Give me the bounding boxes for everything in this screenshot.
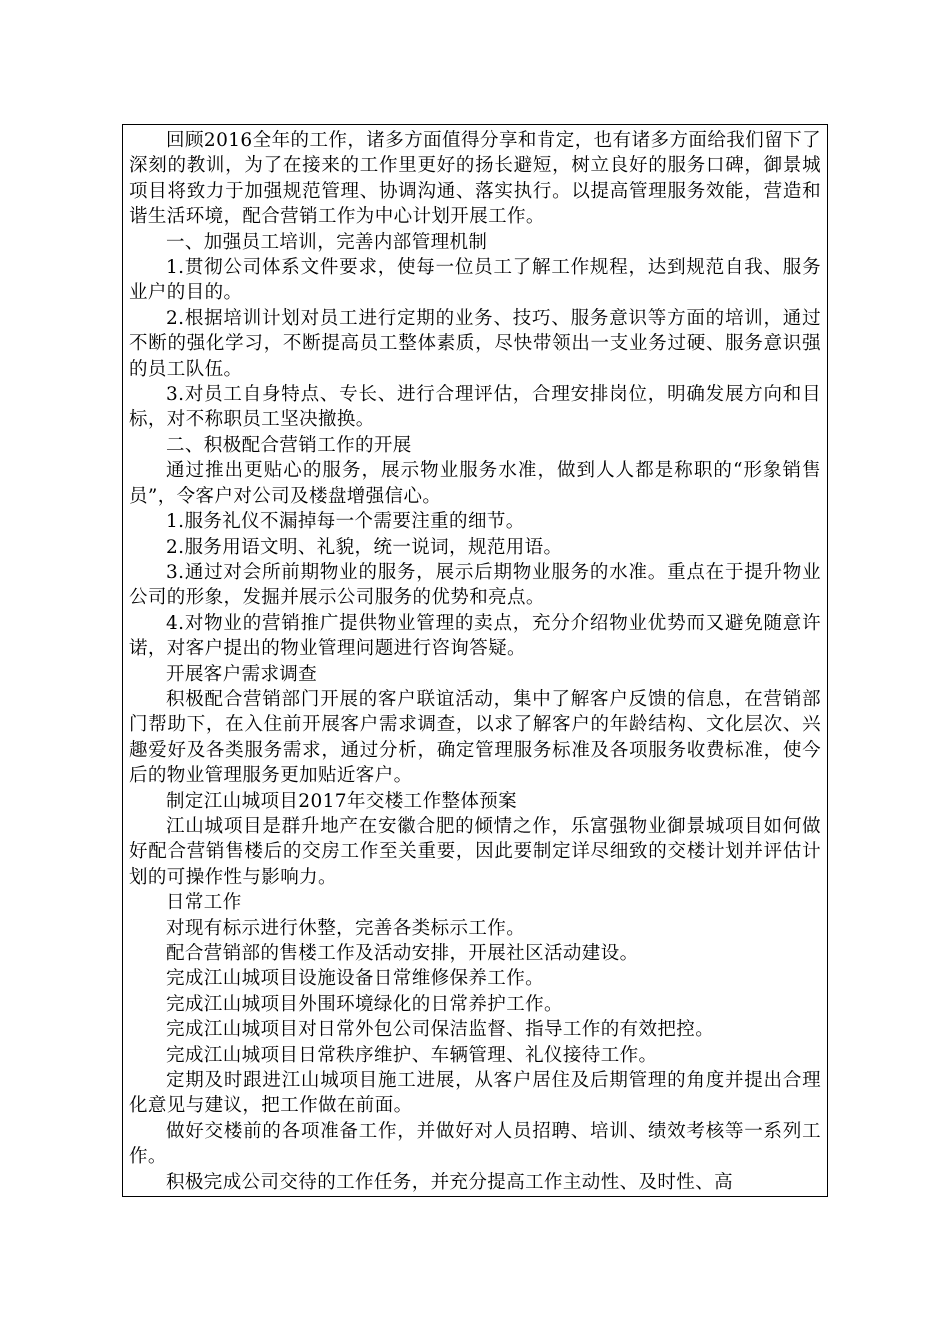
- paragraph-truncated: 积极完成公司交待的工作任务，并充分提高工作主动性、及时性、高: [166, 1171, 734, 1193]
- paragraph: 2.根据培训计划对员工进行定期的业务、技巧、服务意识等方面的培训，通过不断的强化学习，不断提高员工整体素质，尽快带领出一支业务过硬、服务意识强的员工队伍。: [129, 307, 821, 380]
- section-heading-marketing: 二、积极配合营销工作的开展: [166, 434, 412, 456]
- paragraph: 积极配合营销部门开展的客户联谊活动，集中了解客户反馈的信息，在营销部门帮助下，在入住前开展客户需求调查，以求了解客户的年龄结构、文化层次、兴趣爱好及各类服务需求，通过分析，确定管理服务标准及各项服务收费标准，使今后的物业管理服务更加贴近客户。: [129, 688, 821, 787]
- section-heading-handover-plan: 制定江山城项目2017年交楼工作整体预案: [166, 790, 518, 812]
- table-bottom-border: [122, 1196, 828, 1197]
- section-heading-customer-survey: 开展客户需求调查: [166, 663, 318, 685]
- paragraph: 4.对物业的营销推广提供物业管理的卖点，充分介绍物业优势而又避免随意许诺，对客户提出的物业管理问题进行咨询答疑。: [129, 612, 821, 660]
- document-body: [129, 128, 821, 1194]
- paragraph: 对现有标示进行休整，完善各类标示工作。: [166, 917, 526, 939]
- document-table-cell: [122, 124, 828, 1196]
- paragraph: 完成江山城项目外围环境绿化的日常养护工作。: [166, 993, 563, 1015]
- paragraph: 3.对员工自身特点、专长、进行合理评估，合理安排岗位，明确发展方向和目标，对不称职员工坚决撤换。: [129, 384, 821, 431]
- paragraph: 3.通过对会所前期物业的服务，展示后期物业服务的水准。重点在于提升物业公司的形象，发掘并展示公司服务的优势和亮点。: [129, 561, 821, 609]
- section-heading-staff-training: 一、加强员工培训，完善内部管理机制: [166, 231, 488, 253]
- paragraph: 1.贯彻公司体系文件要求，使每一位员工了解工作规程，达到规范自我、服务业户的目的。: [129, 257, 821, 304]
- paragraph-intro: 回顾2016全年的工作，诸多方面值得分享和肯定，也有诸多方面给我们留下了深刻的教训，为了在接来的工作里更好的扬长避短，树立良好的服务口碑，御景城项目将致力于加强规范管理、协调沟通、落实执行。以提高管理服务效能，营造和谐生活环境，配合营销工作为中心计划开展工作。: [129, 130, 821, 228]
- paragraph: 2.服务用语文明、礼貌，统一说词，规范用语。: [166, 536, 563, 558]
- paragraph: 完成江山城项目日常秩序维护、车辆管理、礼仪接待工作。: [166, 1044, 658, 1066]
- paragraph: 做好交楼前的各项准备工作，并做好对人员招聘、培训、绩效考核等一系列工作。: [129, 1120, 821, 1168]
- paragraph: 配合营销部的售楼工作及活动安排，开展社区活动建设。: [166, 943, 639, 964]
- paragraph: 定期及时跟进江山城项目施工进展，从客户居住及后期管理的角度并提出合理化意见与建议，把工作做在前面。: [129, 1070, 821, 1117]
- section-heading-daily-work: 日常工作: [166, 892, 242, 914]
- paragraph: 完成江山城项目设施设备日常维修保养工作。: [166, 968, 545, 990]
- paragraph: 通过推出更贴心的服务，展示物业服务水准，做到人人都是称职的“形象销售员”，令客户对公司及楼盘增强信心。: [129, 460, 821, 507]
- paragraph: 江山城项目是群升地产在安徽合肥的倾情之作，乐富强物业御景城项目如何做好配合营销售楼后的交房工作至关重要，因此要制定详尽细致的交楼计划并评估计划的可操作性与影响力。: [129, 815, 821, 888]
- paragraph: 完成江山城项目对日常外包公司保洁监督、指导工作的有效把控。: [166, 1019, 715, 1041]
- paragraph: 1.服务礼仪不漏掉每一个需要注重的细节。: [166, 511, 525, 533]
